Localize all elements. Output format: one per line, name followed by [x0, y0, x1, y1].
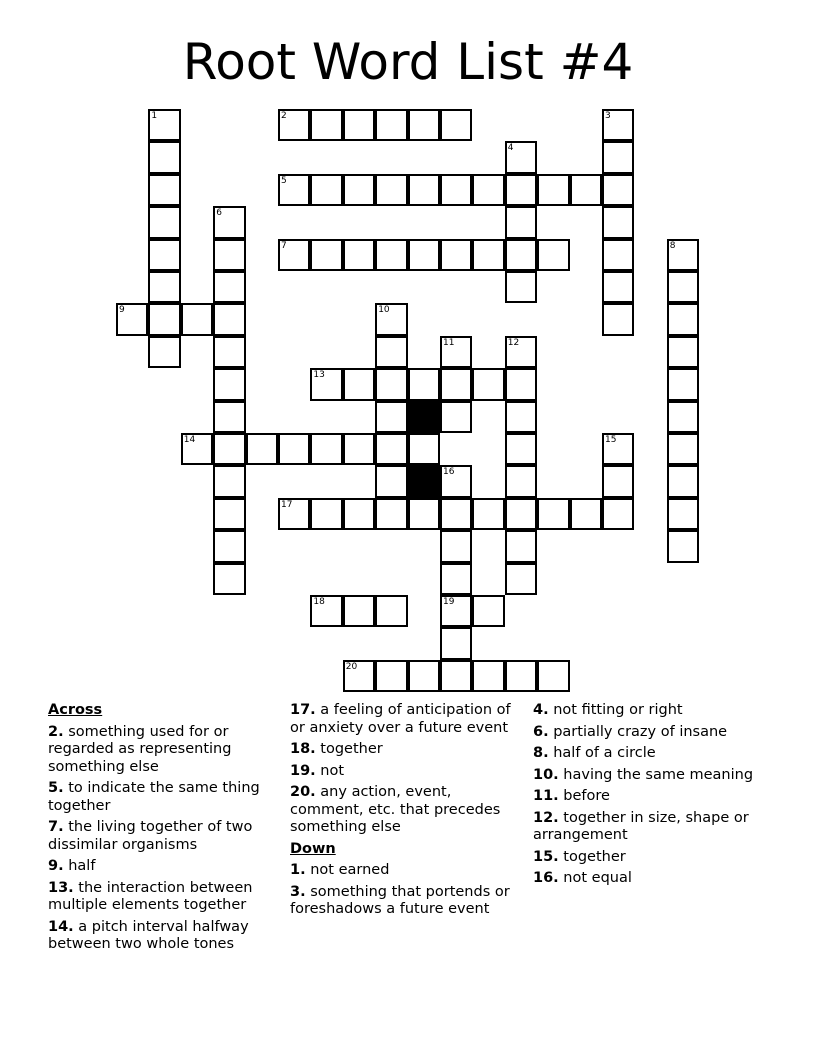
grid-cell[interactable]: [472, 595, 504, 627]
down-clue: [533, 849, 773, 867]
clue-text: any action, event, comment, etc. that precedes something else: [290, 784, 501, 835]
clue-text: the interaction between multiple elements together: [48, 879, 253, 913]
clue-text: a pitch interval halfway between two whole tones: [48, 918, 249, 952]
grid-cell[interactable]: [213, 336, 245, 368]
grid-cell[interactable]: [440, 530, 472, 562]
down-clue: [533, 702, 773, 720]
clue-label-number: 2.: [48, 723, 64, 740]
down-clue: [533, 724, 773, 742]
across-clue: [48, 880, 280, 915]
grid-cell[interactable]: [667, 401, 699, 433]
clue-number: 5: [281, 175, 287, 186]
grid-cell[interactable]: [343, 239, 375, 271]
grid-cell[interactable]: [278, 174, 310, 206]
clue-label-number: 17.: [290, 702, 316, 718]
grid-cell[interactable]: [440, 498, 472, 530]
clue-label-number: 3.: [290, 883, 306, 900]
grid-cell[interactable]: [440, 660, 472, 692]
grid-cell[interactable]: [440, 563, 472, 595]
clue-label-number: 9.: [48, 858, 64, 874]
across-clue: [48, 919, 280, 954]
grid-cell[interactable]: [375, 498, 407, 530]
grid-cell[interactable]: [472, 368, 504, 400]
grid-cell[interactable]: [408, 660, 440, 692]
grid-cell[interactable]: [213, 530, 245, 562]
grid-cell[interactable]: [602, 239, 634, 271]
clue-number: 13: [313, 370, 325, 381]
grid-cell[interactable]: [213, 271, 245, 303]
grid-cell[interactable]: [472, 239, 504, 271]
clue-text: not earned: [310, 862, 390, 878]
grid-cell[interactable]: [246, 433, 278, 465]
grid-cell[interactable]: [440, 368, 472, 400]
clue-label-number: 7.: [48, 819, 64, 835]
grid-cell[interactable]: [667, 530, 699, 562]
clue-text: a feeling of anticipation of or anxiety over a future event: [290, 702, 511, 736]
grid-cell[interactable]: [667, 498, 699, 530]
grid-cell[interactable]: [375, 303, 407, 335]
clue-label-number: 11.: [533, 788, 559, 804]
clue-number: 11: [443, 337, 455, 348]
grid-cell[interactable]: [505, 271, 537, 303]
grid-cell[interactable]: [375, 595, 407, 627]
grid-cell[interactable]: [537, 660, 569, 692]
grid-cell[interactable]: [505, 530, 537, 562]
across-clue: [48, 858, 280, 876]
grid-cell[interactable]: [472, 174, 504, 206]
clue-text: half: [68, 858, 96, 874]
clue-number: 15: [605, 435, 617, 445]
clue-number: 7: [281, 240, 287, 251]
clue-column-2: [290, 702, 526, 923]
across-clue: [290, 741, 526, 759]
clue-text: together in size, shape or arrangement: [533, 809, 749, 843]
grid-cell[interactable]: [408, 109, 440, 141]
grid-cell[interactable]: [148, 303, 180, 335]
down-clue: [533, 810, 773, 845]
clue-label-number: 19.: [290, 762, 316, 779]
clue-label-number: 6.: [533, 723, 549, 740]
clue-label-number: 20.: [290, 784, 316, 800]
grid-cell[interactable]: [570, 498, 602, 530]
across-clue: [48, 780, 280, 815]
clue-text: before: [563, 788, 610, 804]
grid-cell[interactable]: [213, 368, 245, 400]
grid-cell[interactable]: [440, 401, 472, 433]
grid-cell[interactable]: [537, 498, 569, 530]
grid-cell[interactable]: [375, 465, 407, 497]
down-clue: [290, 862, 526, 880]
clue-number: 4: [507, 143, 514, 154]
clue-label-number: 4.: [533, 702, 549, 718]
grid-cell[interactable]: [375, 174, 407, 206]
clue-text: having the same meaning: [563, 766, 754, 783]
down-clue: [533, 870, 773, 888]
clue-number: 16: [443, 467, 455, 478]
clue-text: something used for or regarded as representing something else: [48, 723, 232, 775]
clue-number: 14: [183, 435, 196, 445]
clue-number: 1: [151, 111, 158, 121]
grid-cell[interactable]: [213, 401, 245, 433]
grid-cell[interactable]: [278, 239, 310, 271]
clue-number: 9: [119, 305, 125, 316]
grid-cell[interactable]: [310, 174, 342, 206]
grid-cell[interactable]: [148, 141, 180, 173]
across-clue: [290, 784, 526, 837]
grid-cell[interactable]: [667, 336, 699, 368]
grid-cell[interactable]: [278, 109, 310, 141]
grid-cell[interactable]: [408, 174, 440, 206]
grid-cell[interactable]: [440, 627, 472, 659]
grid-cell[interactable]: [148, 336, 180, 368]
clue-number: 20: [345, 661, 358, 672]
clue-label-number: 16.: [533, 870, 559, 886]
clue-text: together: [563, 848, 626, 865]
grid-cell[interactable]: [375, 336, 407, 368]
clue-text: to indicate the same thing together: [48, 780, 260, 814]
grid-cell[interactable]: [343, 660, 375, 692]
clue-text: something that portends or foreshadows a future event: [290, 883, 510, 917]
grid-cell[interactable]: [408, 498, 440, 530]
clue-label-number: 5.: [48, 780, 64, 796]
grid-cell[interactable]: [440, 336, 472, 368]
grid-cell[interactable]: [310, 595, 342, 627]
grid-cell[interactable]: [602, 109, 634, 141]
grid-cell[interactable]: [440, 174, 472, 206]
grid-cell[interactable]: [213, 206, 245, 238]
grid-cell[interactable]: [310, 368, 342, 400]
clue-text: together: [320, 741, 383, 757]
grid-cell[interactable]: [505, 141, 537, 173]
grid-cell[interactable]: [343, 498, 375, 530]
grid-cell[interactable]: [213, 563, 245, 595]
grid-cell[interactable]: [213, 303, 245, 335]
black-cell: [408, 401, 440, 433]
grid-cell[interactable]: [375, 239, 407, 271]
grid-cell[interactable]: [310, 498, 342, 530]
clue-label-number: 12.: [533, 809, 559, 826]
clue-label-number: 13.: [48, 879, 74, 896]
grid-cell[interactable]: [602, 433, 634, 465]
black-cell: [408, 465, 440, 497]
grid-cell[interactable]: [602, 174, 634, 206]
grid-cell[interactable]: [375, 660, 407, 692]
grid-cell[interactable]: [440, 595, 472, 627]
grid-cell[interactable]: [667, 239, 699, 271]
grid-cell[interactable]: [602, 498, 634, 530]
grid-cell[interactable]: [343, 368, 375, 400]
clue-number: 3: [605, 111, 611, 121]
grid-cell[interactable]: [505, 433, 537, 465]
grid-cell[interactable]: [505, 660, 537, 692]
grid-cell[interactable]: [602, 141, 634, 173]
clue-number: 19: [443, 597, 455, 607]
grid-cell[interactable]: [472, 498, 504, 530]
grid-cell[interactable]: [505, 239, 537, 271]
clue-label-number: 8.: [533, 745, 549, 761]
clue-number: 18: [313, 597, 325, 607]
grid-cell[interactable]: [213, 239, 245, 271]
clue-text: half of a circle: [553, 745, 656, 761]
clue-text: partially crazy of insane: [553, 723, 728, 740]
clue-text: not equal: [563, 870, 632, 886]
clue-number: 8: [669, 240, 676, 251]
grid-cell[interactable]: [310, 433, 342, 465]
grid-cell[interactable]: [408, 239, 440, 271]
grid-cell[interactable]: [440, 239, 472, 271]
grid-cell[interactable]: [148, 174, 180, 206]
grid-cell[interactable]: [537, 174, 569, 206]
puzzle-title: Root Word List #4: [182, 33, 634, 91]
down-heading: Down: [290, 840, 336, 857]
grid-cell[interactable]: [505, 206, 537, 238]
grid-cell[interactable]: [343, 174, 375, 206]
grid-cell[interactable]: [602, 465, 634, 497]
grid-cell[interactable]: [148, 109, 180, 141]
clue-number: 10: [378, 305, 390, 316]
grid-cell[interactable]: [310, 239, 342, 271]
grid-cell[interactable]: [148, 239, 180, 271]
grid-cell[interactable]: [472, 660, 504, 692]
grid-cell[interactable]: [440, 109, 472, 141]
grid-cell[interactable]: [602, 271, 634, 303]
grid-cell[interactable]: [278, 433, 310, 465]
grid-cell[interactable]: [343, 595, 375, 627]
clue-label-number: 18.: [290, 741, 316, 757]
grid-cell[interactable]: [213, 433, 245, 465]
down-clue: [533, 788, 773, 806]
clue-text: the living together of two dissimilar organisms: [48, 819, 253, 853]
grid-cell[interactable]: [375, 368, 407, 400]
grid-cell[interactable]: [278, 498, 310, 530]
grid-cell[interactable]: [343, 433, 375, 465]
clue-text: not: [320, 762, 345, 779]
clue-label-number: 1.: [290, 862, 306, 878]
grid-cell[interactable]: [505, 498, 537, 530]
grid-cell[interactable]: [375, 401, 407, 433]
grid-cell[interactable]: [667, 368, 699, 400]
grid-cell[interactable]: [181, 303, 213, 335]
clue-label-number: 14.: [48, 918, 74, 935]
clue-label-number: 10.: [533, 766, 559, 783]
down-clue: [533, 745, 773, 763]
grid-cell[interactable]: [408, 368, 440, 400]
grid-cell[interactable]: [375, 433, 407, 465]
grid-cell[interactable]: [667, 433, 699, 465]
grid-cell[interactable]: [537, 239, 569, 271]
grid-cell[interactable]: [602, 303, 634, 335]
grid-cell[interactable]: [181, 433, 213, 465]
across-clue: [48, 819, 280, 854]
grid-cell[interactable]: [505, 336, 537, 368]
across-clue: [290, 763, 526, 781]
down-clue: [533, 767, 773, 785]
grid-cell[interactable]: [505, 174, 537, 206]
grid-cell[interactable]: [375, 109, 407, 141]
clue-label-number: 15.: [533, 848, 559, 865]
grid-cell[interactable]: [667, 303, 699, 335]
grid-cell[interactable]: [505, 401, 537, 433]
across-clue: [48, 724, 280, 777]
clue-number: 17: [281, 499, 293, 510]
grid-cell[interactable]: [343, 109, 375, 141]
grid-cell[interactable]: [505, 563, 537, 595]
clue-number: 2: [281, 111, 287, 121]
clue-number: 6: [216, 208, 222, 219]
grid-cell[interactable]: [667, 465, 699, 497]
grid-cell[interactable]: [505, 368, 537, 400]
grid-cell[interactable]: [148, 206, 180, 238]
grid-cell[interactable]: [408, 433, 440, 465]
clue-column-1: [48, 702, 280, 958]
grid-cell[interactable]: [667, 271, 699, 303]
grid-cell[interactable]: [213, 465, 245, 497]
grid-cell[interactable]: [310, 109, 342, 141]
grid-cell[interactable]: [505, 465, 537, 497]
across-clue: [290, 702, 526, 737]
clue-number: 12: [507, 337, 520, 348]
clue-text: not fitting or right: [553, 702, 683, 718]
clue-column-3: [533, 702, 773, 892]
grid-cell[interactable]: [440, 465, 472, 497]
down-clue: [290, 884, 526, 919]
grid-cell[interactable]: [602, 206, 634, 238]
across-heading: Across: [48, 702, 103, 718]
grid-cell[interactable]: [570, 174, 602, 206]
grid-cell[interactable]: [213, 498, 245, 530]
grid-cell[interactable]: [116, 303, 148, 335]
grid-cell[interactable]: [148, 271, 180, 303]
